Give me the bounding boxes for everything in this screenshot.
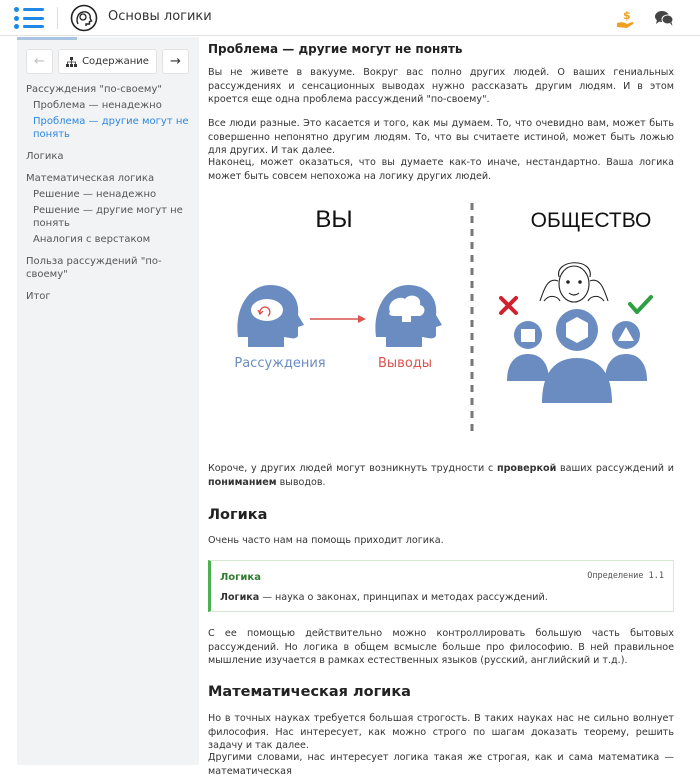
table-of-contents-button[interactable] (58, 49, 157, 74)
toc-item-math-logic[interactable]: Математическая логика (26, 173, 155, 184)
next-page-button[interactable] (162, 49, 189, 74)
section-heading-math-logic: Математическая логика (208, 684, 411, 700)
checkmark-icon (630, 297, 651, 312)
page-title: Основы логики (108, 9, 212, 24)
toc-item-logic[interactable]: Логика (26, 151, 64, 162)
toc-item-solution-not-understood[interactable]: Решение — другие могут не понять (33, 205, 183, 229)
paragraph: Все люди разные. Это касается и того, как мы думаем. То, что очевидно вам, может быть совершенно непонятно другим людям. То, что вы считаете истиной, может быть ложью для других. И так далее. (208, 118, 674, 156)
figure-title-you: ВЫ (315, 206, 353, 233)
toc-item-problem-unreliable[interactable]: Проблема — ненадежно (33, 100, 162, 111)
paragraph: Наконец, может оказаться, что вы думаете как-то иначе, нестандартно. Ваша логика может быть совсем непохожа на логику других людей. (208, 157, 674, 182)
chat-icon[interactable] (654, 10, 674, 27)
toc-item-workbench-analogy[interactable]: Аналогия с верстаком (33, 234, 151, 245)
section-heading-logic: Логика (208, 507, 268, 523)
bold-term-understanding: пониманием (208, 476, 277, 488)
bold-term-verification: проверкой (496, 463, 557, 474)
menu-icon[interactable] (14, 7, 46, 29)
paragraph: Вы не живете в вакууме. Вокруг вас полно других людей. О ваших гениальных рассуждениях и сенсационных выводах нужно рассказать другим людям. И в этом кроется еще одна проблема рассуждений "по-своему". (208, 67, 674, 105)
toc-item-problem-not-understood[interactable]: Проблема — другие могут не понять (33, 116, 189, 140)
cross-icon (501, 298, 516, 313)
toc-item-solution-unreliable[interactable]: Решение — ненадежно (33, 189, 157, 200)
figure-title-society: ОБЩЕСТВО (530, 209, 652, 232)
arrow-left-icon: ← (34, 54, 45, 69)
top-header (0, 0, 700, 36)
previous-page-button[interactable] (26, 49, 53, 74)
square-shape-icon (521, 329, 535, 342)
label-conclusions: Выводы (377, 356, 433, 371)
paragraph: Очень часто нам на помощь приходит логика. (208, 535, 444, 546)
definition-number: Определение 1.1 (587, 571, 664, 581)
paragraph: С ее помощью действительно можно контроллировать большую часть бытовых рассуждений. Но логика в общем всмысле больше про философию. В ней правильное мышление изучается в рамках естественных языков (русский, английский и т.д.). (208, 628, 674, 666)
definition-box (208, 560, 674, 612)
definition-text: Логика — наука о законах, принципах и методах рассуждений. (220, 592, 548, 603)
arrow-right-icon: → (170, 54, 181, 69)
head-reasoning-icon (237, 285, 304, 347)
label-reasoning: Рассуждения (234, 356, 326, 371)
summary-paragraph: Короче, у других людей могут возникнуть трудности с проверкой ваших рассуждений и пониманием выводов. (208, 463, 674, 488)
course-logo-icon (70, 4, 98, 32)
toc-label: Содержание (82, 56, 149, 67)
paragraph: Другими словами, нас интересует логика такая же строгая, как и сама математика — математическая (208, 752, 674, 777)
you-vs-society-figure (208, 197, 675, 437)
svg-text:$: $ (623, 9, 631, 22)
definition-title: Логика (220, 572, 261, 583)
toc-item-summary[interactable]: Итог (26, 291, 51, 302)
reading-progress-bar (17, 37, 77, 40)
section-heading: Проблема — другие могут не понять (208, 42, 463, 56)
toc-item-reasoning[interactable]: Рассуждения "по-своему" (26, 84, 162, 95)
confused-face-icon (540, 263, 608, 302)
main-content (208, 37, 675, 777)
toc-item-benefit[interactable]: Польза рассуждений "по-своему" (26, 256, 162, 280)
toc-list (26, 83, 196, 303)
head-conclusions-icon (375, 285, 442, 347)
donate-icon[interactable] (615, 8, 635, 30)
header-divider (57, 7, 58, 29)
sitemap-icon (66, 57, 77, 67)
paragraph: Но в точных науках требуется большая строгость. В таких науках нас не сильно волнует философия. Нас интересует, как можно строго по шагам доказать теорему, решить задачу и так далее. (208, 713, 674, 751)
sidebar (17, 37, 199, 765)
